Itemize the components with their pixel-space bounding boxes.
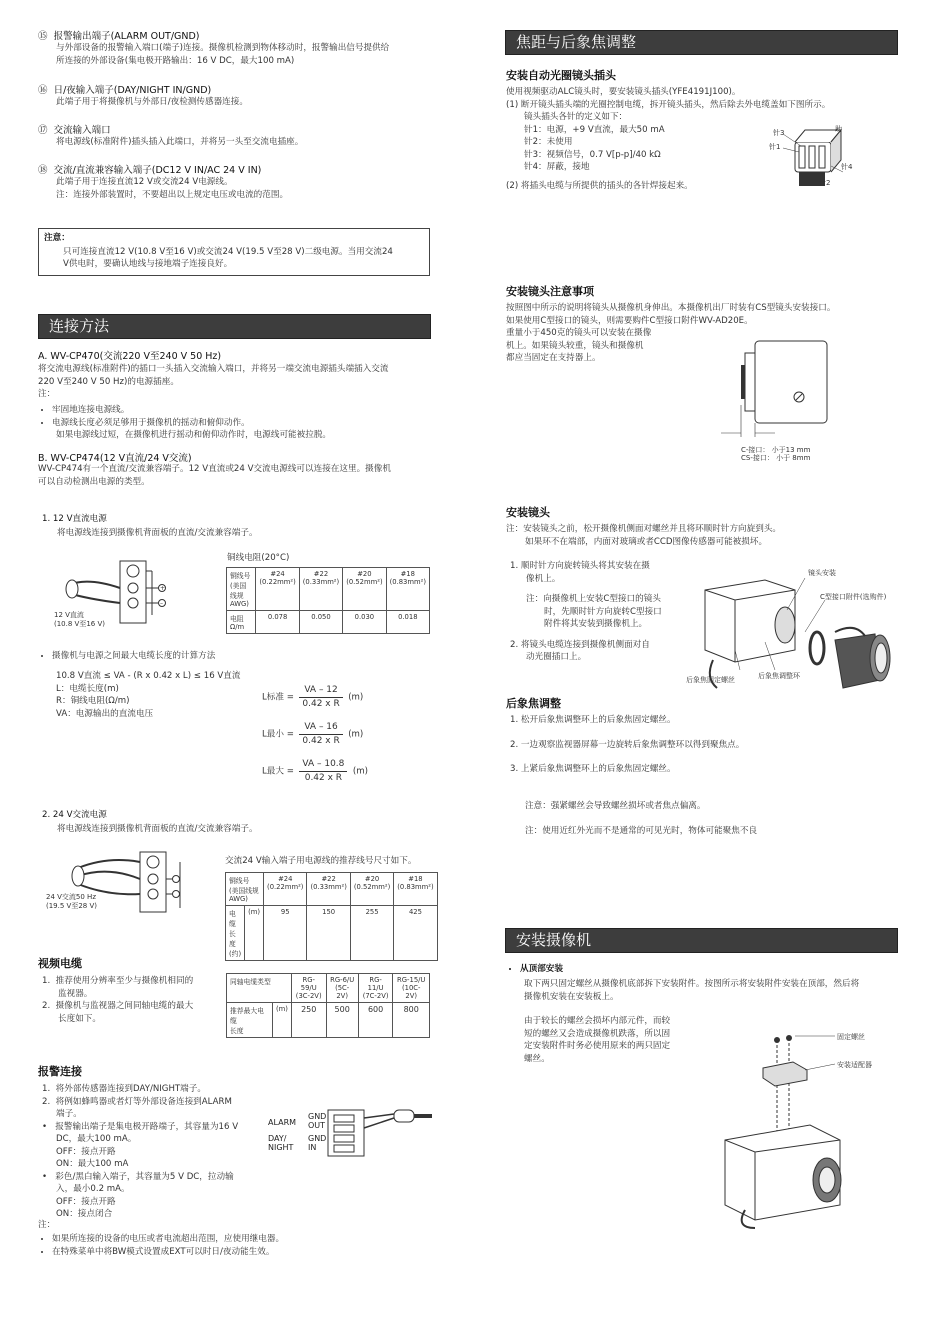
bullet-item: • 在特殊菜单中将BW模式设置成EXT可以时日/夜动能生效。 bbox=[52, 1246, 438, 1259]
dc-title: 1. 12 V直流电源 bbox=[42, 514, 107, 524]
table-cell: RG-15/U (10C-2V) bbox=[393, 974, 430, 1003]
table-cell: #24 (0.22mm²) bbox=[256, 568, 299, 611]
ac-label bbox=[46, 893, 97, 911]
item-title: 日/夜输入端子(DAY/NIGHT IN/GND) bbox=[53, 85, 212, 96]
ac-desc: 将电源线连接到摄像机背面板的直流/交流兼容端子。 bbox=[57, 824, 258, 834]
text-line: 注：安装镜头之前，松开摄像机侧面对螺丝并且将环顺时针方向旋到头。 bbox=[506, 524, 782, 534]
table-cell: #24 (0.22mm²) bbox=[264, 873, 307, 906]
table-cell: 铜线号 (美国线规AWG) bbox=[226, 873, 264, 906]
table-cell: 600 bbox=[358, 1003, 393, 1038]
mount-bullet bbox=[506, 963, 906, 976]
install-lens-steps bbox=[510, 560, 680, 664]
svg-text:–: – bbox=[160, 600, 163, 607]
bullet-item: • 摄像机与电源之间最大电缆长度的计算方法 bbox=[52, 650, 433, 663]
table-cell: #18 (0.83mm²) bbox=[394, 873, 437, 906]
table-cell: 95 bbox=[264, 906, 307, 961]
dc-desc: 将电源线连接到摄像机背面板的直流/交流兼容端子。 bbox=[57, 528, 258, 538]
alarm-note-label: 注： bbox=[38, 1220, 56, 1230]
text-line: (1) 断开镜头插头端的光圈控制电缆，拆开镜头插头，然后除去外电缆盖如下图所示。 bbox=[506, 99, 831, 110]
section-heading-mount: 安装摄像机 bbox=[505, 928, 898, 953]
text-line: 2. 一边观察监视器屏幕一边旋转后象焦调整环以得到聚焦点。 bbox=[510, 739, 745, 750]
text-line: 时，先顺时针方向旋转C型接口 bbox=[544, 606, 662, 617]
item-num: ⑯ bbox=[38, 85, 48, 96]
backfocus-sub: 后象焦调整 bbox=[506, 697, 561, 710]
ac-cable-table bbox=[225, 872, 438, 961]
text-line: 如果使用C型接口的镜头，则需要购件C型接口附件WV-AD20E。 bbox=[506, 315, 753, 326]
text-line: (2) 将插头电缆与所提供的插头的各针焊接起来。 bbox=[506, 180, 693, 191]
pin1-label: 针1 bbox=[769, 143, 781, 151]
backfocus-screw-label: 后象焦固定螺丝 bbox=[686, 676, 735, 684]
lens-notes-sub: 安装镜头注意事项 bbox=[506, 285, 594, 298]
ac-title: 2. 24 V交流电源 bbox=[42, 810, 107, 820]
table-cell: 电缆长度 (约) bbox=[226, 906, 245, 961]
video-list: 1. 推荐使用分辨率至少与摄像机相同的 监视器。 2. 摄像机与监视器之间同轴电缆的最大 长度如下。 bbox=[42, 975, 222, 1025]
text-line: 注意：强紧螺丝会导致螺丝损坏或者焦点偏离。 bbox=[525, 801, 706, 811]
item-num: ⑰ bbox=[38, 125, 48, 136]
text-line: VA：电源输出的直流电压 bbox=[56, 708, 154, 719]
text-line: 与外部设备的报警输入端口(端子)连接。摄像机检测到物体移动时，报警输出信号提供给 bbox=[56, 43, 390, 53]
text-line: 此端子用于连接直流12 V或交流24 V电源线。 bbox=[56, 177, 233, 187]
table-cell: #18 (0.83mm²) bbox=[386, 568, 429, 611]
table-cell: 0.078 bbox=[256, 611, 299, 634]
text-line: 24 V交流50 Hz bbox=[46, 893, 96, 901]
alarm-list: 1. 将外部传感器连接到DAY/NIGHT端子。 2. 将例如蜂鸣器或者灯等外部设备连接到ALARM 端子。 • 报警输出端子是集电极开路端子，其容量为16 V DC，最大100 mA。 OFF：接点开路 ON：最大100 mA • 彩色/黑白输入端子，其容量为5 V DC，拉动输 入，最小0.2 mA。 OFF：接点开路 ON：接点闭合 bbox=[42, 1084, 239, 1219]
eq-min: L最小 = $\frac{VA - 16}{\text{0.42 x R}}$ (m) bbox=[262, 722, 364, 746]
text-line: 所连接的外部设备(集电极开路输出：16 V DC，最大100 mA) bbox=[56, 55, 295, 66]
text-line: (19.5 V至28 V) bbox=[46, 902, 97, 910]
text-line: 10.8 V直流 ≤ VA - (R x 0.42 x L) ≤ 16 V直流 bbox=[56, 671, 241, 681]
section-a-text bbox=[38, 363, 433, 401]
note-title: 注意： bbox=[44, 233, 70, 243]
table-cell: (m) bbox=[245, 906, 264, 961]
camera-side-icon bbox=[715, 335, 845, 445]
text-line: CS-接口： 小于 8mm bbox=[741, 454, 811, 462]
text-line: 定安装附件时务必使用原来的两只固定 bbox=[524, 1041, 671, 1051]
text-line: 可以自动检测出电源的类型。 bbox=[38, 476, 150, 487]
section-b-title: B. WV-CP474(12 V直流/24 V交流) bbox=[38, 453, 192, 464]
text-line: IN bbox=[308, 1143, 317, 1152]
text-line: 针2：未使用 bbox=[524, 137, 573, 147]
formula-block bbox=[56, 670, 240, 720]
coax-table bbox=[226, 973, 430, 1038]
text-line: 将交流电源线(标准附件)的插口一头插入交流输入端口，并将另一端交流电源插头端插入交流 bbox=[38, 364, 389, 374]
text-line: GND bbox=[308, 1134, 327, 1143]
item-title: 交流输入端口 bbox=[53, 125, 111, 136]
item-title: 报警输出端子(ALARM OUT/GND) bbox=[53, 31, 200, 42]
text-line: 1. 顺时针方向旋转镜头将其安装在摄 bbox=[510, 561, 650, 571]
table-cell: (m) bbox=[272, 1003, 291, 1038]
text-line: V供电时，要确认地线与接地端子连接良好。 bbox=[63, 259, 233, 269]
text-line: 3. 上紧后象焦调整环上的后象焦固定螺丝。 bbox=[510, 764, 676, 774]
text-line: 螺丝。 bbox=[524, 1053, 550, 1064]
text-line: R：铜线电阻(Ω/m) bbox=[56, 696, 130, 706]
lens-plug-diagram bbox=[765, 120, 865, 195]
alarm-diagram bbox=[268, 1108, 433, 1158]
table-cell: 150 bbox=[307, 906, 350, 961]
text-line: 使用视频驱动ALC镜头时，要安装镜头插头(YFE4191J100)。 bbox=[506, 87, 741, 97]
mount-spec bbox=[741, 446, 810, 462]
table-cell: 同轴电缆类型 bbox=[227, 974, 292, 1003]
copper-resistance-table bbox=[226, 567, 430, 634]
table-cell: RG-6/U (5C-2V) bbox=[326, 974, 358, 1003]
text-line: 注：使用近红外光而不是通常的可见光时，物体可能聚焦不良 bbox=[525, 825, 758, 836]
ac-table-title: 交流24 V输入端子用电源线的推荐线号尺寸如下。 bbox=[225, 856, 417, 866]
text-line: 将电源线(标准附件)插头插入此端口，并将另一头至交流电插座。 bbox=[56, 137, 304, 147]
text-line: GND bbox=[308, 1112, 327, 1121]
text-line: WV-CP474有一个直流/交流兼容端子。12 V直流或24 V交流电源线可以连接在这里。摄像机 bbox=[38, 464, 391, 474]
text-line: 220 V至240 V 50 Hz)的电源插座。 bbox=[38, 376, 179, 387]
text-line: 由于较长的螺丝会损坏内部元件，而较 bbox=[524, 1016, 671, 1026]
pin2-label: 针2 bbox=[819, 179, 831, 187]
table-cell: 500 bbox=[326, 1003, 358, 1038]
text-line: 短的螺丝又会造成摄像机跌落，所以固 bbox=[524, 1028, 671, 1039]
text-line: 如果环不在端部，内面对玻璃或者CCD图像传感器可能被损坏。 bbox=[525, 536, 768, 547]
c-mount-adapter-label: C型接口附件(选购件) bbox=[820, 593, 887, 601]
video-heading: 视频电缆 bbox=[38, 957, 82, 970]
backfocus-notes bbox=[525, 800, 925, 837]
text-line: 注：向摄像机上安装C型接口的镜头 bbox=[526, 594, 661, 604]
section-heading-focus: 焦距与后象焦调整 bbox=[505, 30, 898, 55]
text-line: DAY/ bbox=[268, 1134, 287, 1143]
text-line: 附件将其安装到摄像机上。 bbox=[544, 619, 648, 629]
fixing-screw-label: 固定螺丝 bbox=[837, 1033, 865, 1041]
section-heading-connect: 连接方法 bbox=[38, 314, 431, 339]
bullet-item: • 牢固地连接电源线。 bbox=[52, 404, 433, 417]
terminal-block-icon bbox=[324, 1108, 434, 1158]
text-line: L：电缆长度(m) bbox=[56, 683, 119, 694]
item-title: 交流/直流兼容输入端子(DC12 V IN/AC 24 V IN) bbox=[53, 165, 262, 176]
table-cell: 推荐最大电缆 长度 bbox=[227, 1003, 273, 1038]
table-cell: 425 bbox=[394, 906, 437, 961]
table-cell: #22 (0.33mm²) bbox=[307, 873, 350, 906]
table-cell: 255 bbox=[350, 906, 393, 961]
text-line: OUT bbox=[308, 1121, 326, 1130]
backfocus-steps bbox=[510, 714, 910, 776]
dc-label bbox=[54, 611, 105, 629]
text-line: 2. 将镜头电缆连接到摄像机侧面对自 bbox=[510, 639, 650, 650]
copper-title: 铜线电阻(20°C) bbox=[227, 553, 290, 563]
item-num: ⑱ bbox=[38, 165, 48, 176]
table-cell: #22 (0.33mm²) bbox=[299, 568, 342, 611]
text-line: NIGHT bbox=[268, 1143, 294, 1152]
pin4-label: 针4 bbox=[841, 163, 853, 171]
alarm-label: ALARM bbox=[268, 1118, 297, 1127]
item-17 bbox=[38, 122, 438, 149]
text-line: 注：连接外部装置时，不要超出以上规定电压或电流的范围。 bbox=[56, 189, 289, 200]
section-a-title: A. WV-CP470(交流220 V至240 V 50 Hz) bbox=[38, 351, 222, 362]
power-note-box bbox=[38, 228, 430, 276]
item-num: ⑮ bbox=[38, 31, 48, 42]
text-line: 1. 松开后象焦调整环上的后象焦固定螺丝。 bbox=[510, 715, 676, 725]
table-cell: #20 (0.52mm²) bbox=[343, 568, 386, 611]
alarm-notes bbox=[38, 1233, 438, 1258]
text-line: 只可连接直流12 V(10.8 V至16 V)或交流24 V(19.5 V至28 V)二级电源。当用交流24 bbox=[63, 246, 393, 257]
table-cell: 铜线号 (美国线规AWG) bbox=[227, 568, 256, 611]
text-line: 长度如下。 bbox=[58, 1013, 101, 1024]
stub-label: 助 bbox=[835, 125, 842, 133]
table-cell: RG-59/U (3C-2V) bbox=[291, 974, 326, 1003]
text-line: 针3：视频信号，0.7 V[p-p]/40 kΩ bbox=[524, 149, 661, 160]
cable-length-bullet bbox=[38, 650, 433, 663]
bullet-item: • 电源线长度必须足够用于摄像机的摇动和俯仰动作。 bbox=[52, 417, 433, 430]
table-cell: 250 bbox=[291, 1003, 326, 1038]
install-lens-sub: 安装镜头 bbox=[506, 506, 550, 519]
table-cell: RG-11/U (7C-2V) bbox=[358, 974, 393, 1003]
eq-max: L最大 = $\frac{VA - 10.8}{\text{0.42 x R}}$ (m) bbox=[262, 759, 368, 783]
text-line: 按照图中所示的说明将镜头从摄像机身伸出。本摄像机出厂时装有CS型镜头安装接口。 bbox=[506, 303, 836, 313]
svg-text:+: + bbox=[160, 585, 166, 592]
text-line: 动光圈插口上。 bbox=[526, 652, 587, 662]
text-line: 都应当固定在支持器上。 bbox=[506, 353, 601, 363]
text-line: 如果电源线过短，在摄像机进行摇动和俯仰动作时，电源线可能被拉脱。 bbox=[56, 430, 332, 440]
table-cell: #20 (0.52mm²) bbox=[350, 873, 393, 906]
table-cell: 电阻 Ω/m bbox=[227, 611, 256, 634]
item-16 bbox=[38, 82, 438, 109]
text-line: (10.8 V至16 V) bbox=[54, 620, 105, 628]
text-line: 此端子用于将摄像机与外部日/夜检测传感器连接。 bbox=[56, 97, 248, 107]
item-15 bbox=[38, 28, 438, 67]
item-18 bbox=[38, 162, 438, 201]
text-line: 监视器。 bbox=[58, 988, 93, 999]
text-line: 像机上。 bbox=[526, 573, 561, 584]
text-line: 机上。如果镜头较重，镜头和摄像机 bbox=[506, 340, 644, 351]
section-a-bullets bbox=[38, 404, 433, 442]
table-cell: 800 bbox=[393, 1003, 430, 1038]
text-line: 针1：电源，+9 V直流，最大50 mA bbox=[524, 124, 665, 135]
text-line: 针4：屏蔽，接地 bbox=[524, 162, 590, 172]
text-line: 重量小于450克的镜头可以安装在摄像 bbox=[506, 328, 652, 338]
lens-notes-text bbox=[506, 302, 906, 365]
alarm-heading: 报警连接 bbox=[38, 1065, 82, 1078]
eq-standard: L标准 = $\frac{VA - 12}{\text{0.42 x R}}$ (m) bbox=[262, 685, 364, 709]
text-line: C-接口： 小于13 mm bbox=[741, 446, 811, 454]
table-cell: 0.050 bbox=[299, 611, 342, 634]
mount-para bbox=[524, 1015, 699, 1065]
bullet-item: • 从顶部安装 bbox=[520, 963, 906, 976]
mount-text bbox=[524, 978, 904, 1003]
focus-sub: 安装自动光圈镜头插头 bbox=[506, 69, 616, 82]
pin3-label: 针3 bbox=[773, 129, 785, 137]
section-b-text bbox=[38, 463, 433, 488]
table-cell: 0.030 bbox=[343, 611, 386, 634]
mount-adapter-label: 安装适配器 bbox=[837, 1061, 872, 1069]
backfocus-ring-label: 后象焦调整环 bbox=[758, 672, 800, 680]
install-lens-note bbox=[506, 523, 906, 548]
text-line: 摄像机与监视器之间同轴电缆的最大 bbox=[55, 1001, 194, 1011]
lens-mount-label: 镜头安装 bbox=[808, 569, 836, 577]
text-line: 镜头插头各针的定义如下： bbox=[524, 112, 628, 122]
note-label: 注： bbox=[38, 389, 56, 399]
table-cell: 0.018 bbox=[386, 611, 429, 634]
text-line: 取下两只固定螺丝从摄像机底部拆下安装附件。按图所示将安装附件安装在顶部，然后将 bbox=[524, 979, 860, 989]
text-line: 12 V直流 bbox=[54, 611, 84, 619]
text-line: 推荐使用分辨率至少与摄像机相同的 bbox=[55, 976, 194, 986]
text-line: 摄像机安装在安装板上。 bbox=[524, 991, 619, 1002]
bullet-item: • 如果所连接的设备的电压或者电流超出范围，应使用继电器。 bbox=[52, 1233, 438, 1246]
